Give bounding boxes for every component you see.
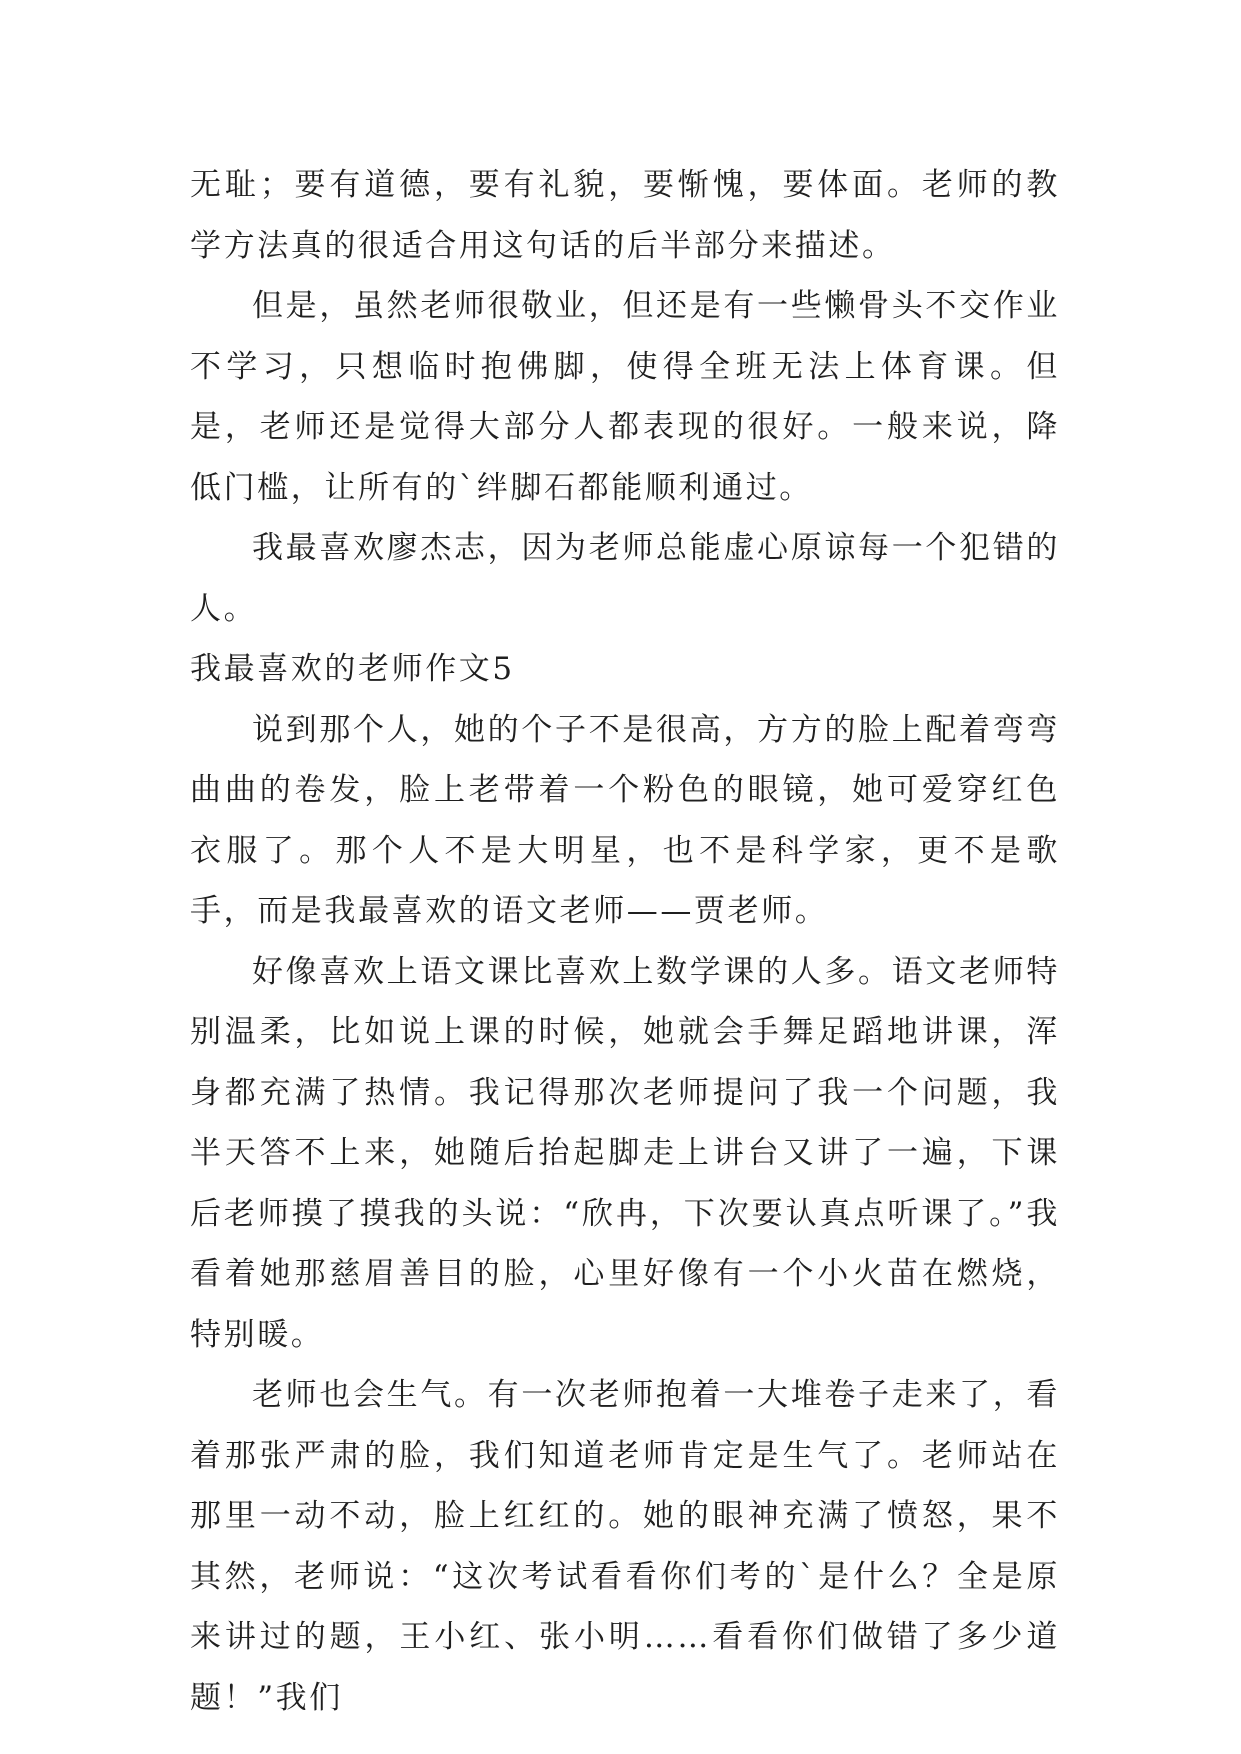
paragraph: 说到那个人，她的个子不是很高，方方的脸上配着弯弯曲曲的卷发，脸上老带着一个粉色的眼镜，她可爱穿红色衣服了。那个人不是大明星，也不是科学家，更不是歌手，而是我最喜欢的语文老师——贾老师。 — [190, 711, 1060, 929]
section-title: 我最喜欢的老师作文5 — [190, 651, 515, 687]
paragraph: 无耻；要有道德，要有礼貌，要惭愧，要体面。老师的教学方法真的很适合用这句话的后半部分来描述。 — [190, 167, 1060, 264]
paragraph: 我最喜欢廖杰志，因为老师总能虚心原谅每一个犯错的人。 — [190, 530, 1060, 627]
paragraph: 但是，虽然老师很敬业，但还是有一些懒骨头不交作业不学习，只想临时抱佛脚，使得全班无法上体育课。但是，老师还是觉得大部分人都表现的很好。一般来说，降低门槛，让所有的`绊脚石都能顺利通过。 — [190, 288, 1060, 506]
paragraph: 老师也会生气。有一次老师抱着一大堆卷子走来了，看着那张严肃的脸，我们知道老师肯定是生气了。老师站在那里一动不动，脸上红红的。她的眼神充满了愤怒，果不其然，老师说：“这次考试看看你们考的`是什么？全是原来讲过的题，王小红、张小明……看看你们做错了多少道题！”我们 — [190, 1377, 1060, 1716]
document-body — [190, 155, 1060, 1728]
paragraph: 好像喜欢上语文课比喜欢上数学课的人多。语文老师特别温柔，比如说上课的时候，她就会手舞足蹈地讲课，浑身都充满了热情。我记得那次老师提问了我一个问题，我半天答不上来，她随后抬起脚走上讲台又讲了一遍，下课后老师摸了摸我的头说：“欣冉，下次要认真点听课了。”我看着她那慈眉善目的脸，心里好像有一个小火苗在燃烧，特别暖。 — [190, 953, 1060, 1353]
